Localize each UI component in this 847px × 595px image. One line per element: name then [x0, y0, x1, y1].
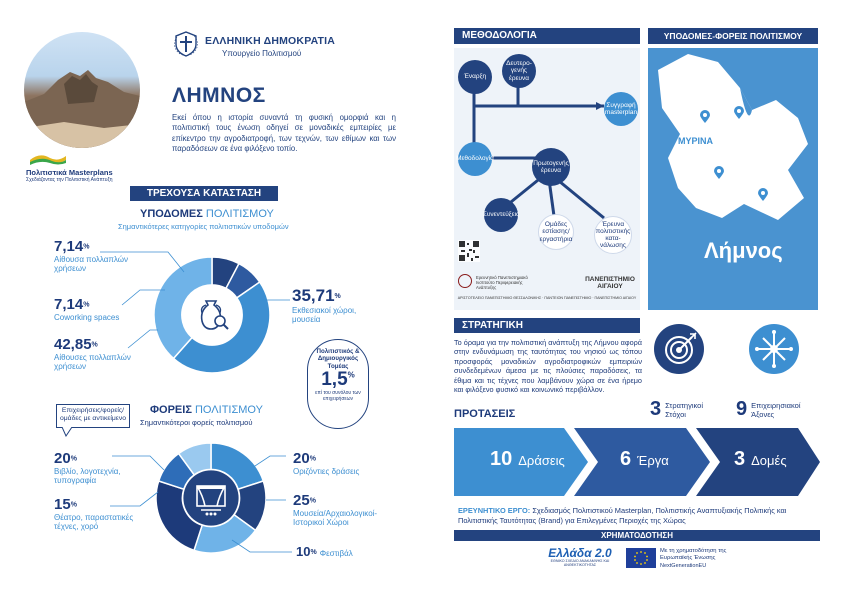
goal-1-number: 3	[650, 398, 662, 420]
map-town-label: ΜΥΡΙΝΑ	[678, 136, 714, 146]
strategy-title: ΣΤΡΑΤΗΓΙΚΗ	[462, 320, 523, 331]
chevron-3	[734, 448, 787, 471]
methodology-panel	[454, 48, 640, 310]
masterplans-subtitle: Σχεδιάζοντας την Πολιτιστική Ανάπτυξη	[26, 177, 113, 183]
infra-label-3: Αίθουσες πολλαπλών χρήσεων	[54, 353, 131, 372]
proposals-title: ΠΡΟΤΑΣΕΙΣ	[454, 408, 516, 420]
project-description: Σχεδιασμός Πολιτιστικού Masterplan, Πολιτιστικής Αναπτυξιακής Πολιτικής και Πολιτιστικής Ταυτότητας (Brand) για Επιλεγμένες Περιοχές της Χώρας	[458, 506, 787, 525]
masterplans-title: Πολιτιστικά Masterplans	[26, 168, 113, 177]
bodies-item-1	[54, 450, 154, 485]
pct-sign: %	[334, 293, 341, 301]
infra-pct-2: 7,14	[54, 296, 84, 313]
chevron-2-number: 6	[620, 448, 632, 470]
chevron-3-number: 3	[734, 448, 746, 470]
partner-seal-icon	[458, 274, 472, 288]
infra-pct-1: 7,14	[54, 238, 84, 255]
sector-value: 1,5	[321, 369, 348, 391]
method-node-start: Έναρξη	[458, 60, 492, 94]
republic-title: ΕΛΛΗΝΙΚΗ ΔΗΜΟΚΡΑΤΙΑ	[205, 35, 336, 47]
right-page	[424, 0, 847, 595]
bodies-subtitle: Σημαντικότεροι φορείς πολιτισμού	[140, 418, 253, 427]
bodies-item-3	[293, 450, 393, 476]
ministry-name: Υπουργείο Πολιτισμού	[222, 49, 302, 58]
method-node-secondary: Δευτερο-γενής έρευνα	[502, 54, 536, 88]
bodies-item-5	[296, 544, 396, 559]
strategy-text: Το όραμα για την πολιτιστική ανάπτυξη της Λήμνου αφορά στην ενδυνάμωση της ταυτότητας του νησιού ως τόπου προσφοράς μοναδικών αγροδιατροφικών εμπειριών συνδεδεμένων άμεσα με τις πλούσιες παραδόσεις, τα έθιμα και τις τέχνες που λαμβάνουν χώρα σε ένα ήρεμο και φιλόξενο φυσικό και κοινωνικό περιβάλλον.	[454, 338, 642, 395]
funding-banner: ΧΡΗΜΑΤΟΔΟΤΗΣΗ	[454, 530, 820, 541]
pct-sign: %	[83, 301, 90, 309]
infra-pct-3: 42,85	[54, 336, 92, 353]
infra-pct-4: 35,71	[292, 286, 335, 305]
chevron-1-number: 10	[490, 448, 513, 470]
bodies-pct-3: 20	[293, 450, 310, 467]
infra-heading-b: ΠΟΛΙΤΙΣΜΟΥ	[205, 208, 274, 220]
eu-funding-text: Με τη χρηματοδότηση της Ευρωπαϊκής Ένωσης	[660, 548, 727, 561]
project-text	[458, 506, 808, 525]
method-node-consumption: Έρευνα πολιτιστικής κατα-νάλωσης	[594, 216, 632, 254]
bodies-pct-2: 15	[54, 496, 71, 513]
project-label: ΕΡΕΥΝΗΤΙΚΟ ΕΡΓΟ:	[458, 506, 531, 515]
partner-line: ΑΡΙΣΤΟΤΕΛΕΙΟ ΠΑΝΕΠΙΣΤΗΜΙΟ ΘΕΣΣΑΛΟΝΙΚΗΣ · ΠΑΝΤΕΙΟΝ ΠΑΝΕΠΙΣΤΗΜΙΟ · ΠΑΝΕΠΙΣΤΗΜΙΟ ΑΙΓΑΙΟΥ	[457, 296, 637, 300]
bodies-item-2	[54, 496, 154, 531]
target-icon	[654, 324, 704, 374]
pct-sign: %	[309, 455, 316, 463]
partner-1-name: Ερευνητικό Πανεπιστημιακό Ινστιτούτο Περιφερειακής Ανάπτυξης	[476, 275, 528, 290]
goal-2-number: 9	[736, 398, 748, 420]
pct-sign: %	[70, 501, 77, 509]
sector-title: Πολιτιστικός & Δημιουργικός Τομέας	[316, 348, 360, 370]
map-pin-icon[interactable]	[734, 106, 744, 120]
bodies-label-4: Μουσεία/Αρχαιολογικοί- Ιστορικοί Χώροι	[293, 509, 378, 528]
chevron-2	[620, 448, 669, 471]
island-title: ΛΗΜΝΟΣ	[172, 84, 266, 107]
pct-sign: %	[309, 497, 316, 505]
bodies-heading-a: ΦΟΡΕΙΣ	[150, 404, 195, 416]
bodies-bubble-text: Επιχειρήσεις/φορείς/ ομάδες με αντικείμενο	[59, 407, 127, 423]
pct-sign: %	[83, 243, 90, 251]
lemnos-map	[648, 48, 818, 310]
chevron-3-label: Δομές	[751, 453, 787, 468]
left-page	[0, 0, 423, 595]
bodies-label-2: Θέατρο, παραστατικές τέχνες, χορό	[54, 513, 134, 532]
partner-2-name: ΠΑΝΕΠΙΣΤΗΜΙΟ ΑΙΓΑΙΟΥ	[585, 276, 635, 291]
current-state-banner: ΤΡΕΧΟΥΣΑ ΚΑΤΑΣΤΑΣΗ	[130, 186, 278, 201]
methodology-banner	[454, 28, 640, 44]
goal-2	[736, 398, 821, 421]
intro-text: Εκεί όπου η ιστορία συναντά τη φυσική ομορφιά και η πολιτιστική τους ένωση οδηγεί σε μοναδικές εμπειρίες με επίκεντρο την αγροδιατροφή, των τεχνών, των εθίμων και των παραδόσεων σε ένα φιλόξενο τοπίο.	[172, 113, 396, 154]
map-pin-icon[interactable]	[758, 188, 768, 202]
methodology-title: ΜΕΘΟΔΟΛΟΓΙΑ	[462, 30, 537, 41]
method-node-primary: Πρωτογενής έρευνα	[532, 148, 570, 186]
chevron-1	[490, 448, 565, 471]
bodies-pct-4: 25	[293, 492, 310, 509]
chevron-2-label: Έργα	[637, 453, 669, 468]
strategy-banner	[454, 318, 640, 333]
greece20-title: Ελλάδα 2.0	[548, 546, 612, 560]
goal-1	[650, 398, 711, 421]
infra-subtitle: Σημαντικότερες κατηγορίες πολιτιστικών υποδομών	[118, 222, 289, 231]
sector-subtitle: επί του συνόλου των επιχειρήσεων	[315, 390, 361, 402]
pct-sign: %	[91, 341, 98, 349]
bodies-label-1: Βιβλίο, λογοτεχνία, τυπογραφία	[54, 467, 121, 486]
island-shape	[648, 48, 818, 310]
goal-1-label: Στρατηγικοί Στόχοι	[665, 400, 704, 419]
method-node-interviews: Συνεντεύξεις	[484, 198, 518, 232]
map-pin-icon[interactable]	[700, 110, 710, 124]
infra-map-banner: ΥΠΟΔΟΜΕΣ-ΦΟΡΕΙΣ ΠΟΛΙΤΙΣΜΟΥ	[648, 28, 818, 44]
method-node-methodology: Μεθοδολογία	[458, 142, 492, 176]
pct-sign: %	[347, 370, 355, 380]
bodies-pct-5: 10	[296, 544, 311, 559]
map-island-label: Λήμνος	[704, 238, 783, 263]
eu-nextgen: NextGenerationEU	[660, 563, 707, 569]
infra-label-2: Coworking spaces	[54, 313, 120, 322]
chevron-1-label: Δράσεις	[518, 453, 565, 468]
axes-icon	[749, 324, 799, 374]
map-pin-icon[interactable]	[714, 166, 724, 180]
infra-label-4: Εκθεσιακοί χώροι, μουσεία	[292, 306, 357, 325]
infra-label-1: Αίθουσα πολλαπλών χρήσεων	[54, 255, 129, 274]
bodies-heading-b: ΠΟΛΙΤΙΣΜΟΥ	[194, 404, 263, 416]
bodies-label-5: Φεστιβάλ	[319, 549, 353, 558]
bodies-item-4	[293, 492, 393, 527]
method-node-focus-groups: Ομάδες εστίασης/ εργαστήρια	[538, 214, 574, 250]
bodies-pct-1: 20	[54, 450, 71, 467]
goal-2-label: Επιχειρησιακοί Άξονες	[751, 400, 801, 419]
eu-flag-icon	[626, 548, 656, 568]
qr-code[interactable]	[458, 240, 480, 262]
pct-sign: %	[310, 549, 317, 557]
infra-heading-a: ΥΠΟΔΟΜΕΣ	[140, 208, 206, 220]
pct-sign: %	[70, 455, 77, 463]
greece20-subtitle: ΕΘΝΙΚΟ ΣΧΕΔΙΟ ΑΝΑΚΑΜΨΗΣ ΚΑΙ ΑΝΘΕΚΤΙΚΟΤΗΤΑΣ	[550, 559, 610, 567]
greece20-logo	[540, 546, 620, 568]
method-node-writing: Συγγραφή masterplan	[604, 92, 638, 126]
bodies-label-3: Οριζόντιες δράσεις	[293, 467, 360, 476]
